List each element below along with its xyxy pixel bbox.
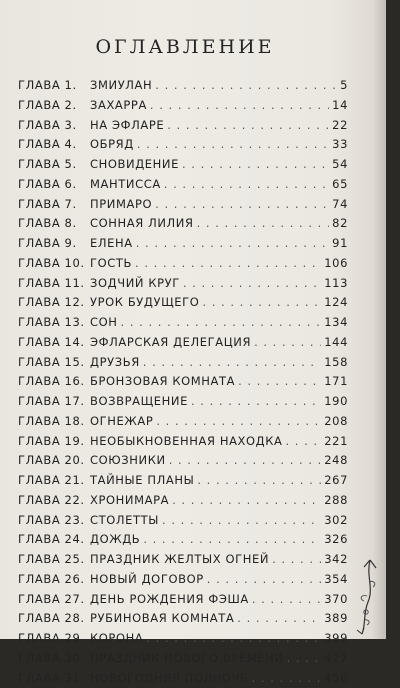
dot-leader [162,511,321,531]
dot-leader [207,570,321,590]
dot-leader [191,392,321,412]
chapter-label: ГЛАВА 21. [18,471,85,491]
chapter-label: ГЛАВА 13. [18,313,85,333]
chapter-entry [90,76,348,96]
chapter-label: ГЛАВА 15. [18,353,85,373]
chapter-label: ГЛАВА 4. [18,135,77,155]
page-number: 33 [329,135,348,155]
chapter-label: ГЛАВА 18. [18,412,85,432]
chapter-label: ГЛАВА 1. [18,76,77,96]
page-number: 267 [321,471,348,491]
chapter-entry [90,155,348,175]
chapter-label: ГЛАВА 22. [18,491,85,511]
page-number: 171 [321,372,348,392]
chapter-title: ЕЛЕНА [90,234,136,254]
chapter-title: СТОЛЕТТЫ [90,511,162,531]
page-title: ОГЛАВЛЕНИЕ [0,36,370,58]
dot-leader [183,274,321,294]
toc-row [18,274,348,294]
dot-leader [197,471,321,491]
chapter-entry [90,530,348,550]
chapter-entry [90,471,348,491]
chapter-entry [90,491,348,511]
dot-leader [150,96,329,116]
chapter-label: ГЛАВА 26. [18,570,85,590]
dot-leader [182,155,329,175]
page-number: 427 [321,649,348,669]
page-number: 5 [337,76,348,96]
toc-row [18,491,348,511]
page-number: 74 [329,195,348,215]
chapter-entry [90,432,348,452]
dot-leader [169,451,322,471]
chapter-title: НОВОГОДНЯЯ ПОЛНОЧЬ [90,669,252,688]
chapter-title: ПРИМАРО [90,195,155,215]
chapter-title: НОВЫЙ ДОГОВОР [90,570,207,590]
chapter-title: ТАЙНЫЕ ПЛАНЫ [90,471,197,491]
chapter-label: ГЛАВА 7. [18,195,77,215]
chapter-entry [90,451,348,471]
chapter-title: СОЮЗНИКИ [90,451,169,471]
chapter-entry [90,392,348,412]
chapter-title: ДЕНЬ РОЖДЕНИЯ ФЭША [90,590,252,610]
toc-row [18,214,348,234]
chapter-label: ГЛАВА 9. [18,234,77,254]
chapter-title: ХРОНИМАРА [90,491,172,511]
dot-leader [252,590,321,610]
chapter-label: ГЛАВА 29. [18,629,85,649]
page-number: 302 [321,511,348,531]
dot-leader [121,313,322,333]
chapter-title: СОН [90,313,121,333]
chapter-title: ЗОДЧИЙ КРУГ [90,274,183,294]
chapter-entry [90,550,348,570]
page-number: 342 [321,550,348,570]
chapter-title: КОРОНА [90,629,146,649]
page-number: 65 [329,175,348,195]
toc-row [18,313,348,333]
toc-row [18,116,348,136]
chapter-title: РУБИНОВАЯ КОМНАТА [90,609,237,629]
page-number: 326 [321,530,348,550]
chapter-label: ГЛАВА 2. [18,96,77,116]
toc-row [18,609,348,629]
page-number: 144 [321,333,348,353]
page-number: 288 [321,491,348,511]
chapter-entry [90,293,348,313]
dot-leader [197,214,330,234]
toc-row [18,550,348,570]
chapter-label: ГЛАВА 3. [18,116,77,136]
dot-leader [143,530,321,550]
arrow-vine-icon [350,556,380,636]
chapter-label: ГЛАВА 10. [18,254,85,274]
chapter-entry [90,234,348,254]
chapter-title: НА ЭФЛАРЕ [90,116,167,136]
chapter-title: ДРУЗЬЯ [90,353,143,373]
page-number: 208 [321,412,348,432]
chapter-entry [90,353,348,373]
chapter-label: ГЛАВА 6. [18,175,77,195]
toc-row [18,96,348,116]
dot-leader [164,175,329,195]
page-number: 54 [329,155,348,175]
dot-leader [135,254,321,274]
toc-row [18,135,348,155]
chapter-label: ГЛАВА 28. [18,609,85,629]
chapter-label: ГЛАВА 11. [18,274,85,294]
toc-row [18,412,348,432]
toc-row [18,372,348,392]
chapter-label: ГЛАВА 30. [18,649,85,669]
chapter-label: ГЛАВА 19. [18,432,85,452]
chapter-entry [90,214,348,234]
table-of-contents [18,76,348,688]
dot-leader [156,412,321,432]
toc-row [18,175,348,195]
toc-row [18,649,348,669]
page-number: 22 [329,116,348,136]
chapter-entry [90,313,348,333]
chapter-entry [90,649,348,669]
chapter-title: ДОЖДЬ [90,530,143,550]
chapter-label: ГЛАВА 31. [18,669,85,688]
dot-leader [272,550,321,570]
chapter-label: ГЛАВА 17. [18,392,85,412]
chapter-title: ЗАХАРРА [90,96,150,116]
dot-leader [167,116,329,136]
page-number: 14 [329,96,348,116]
chapter-title: СНОВИДЕНИЕ [90,155,182,175]
chapter-label: ГЛАВА 23. [18,511,85,531]
dot-leader [137,135,329,155]
chapter-entry [90,412,348,432]
chapter-title: ПРАЗДНИК НОВОГО ВРЕМЕНИ [90,649,287,669]
chapter-entry [90,570,348,590]
toc-row [18,392,348,412]
chapter-title: СОННАЯ ЛИЛИЯ [90,214,197,234]
chapter-label: ГЛАВА 14. [18,333,85,353]
page-number: 221 [321,432,348,452]
chapter-label: ГЛАВА 5. [18,155,77,175]
dot-leader [136,234,329,254]
dot-leader [237,609,321,629]
chapter-title: ОБРЯД [90,135,137,155]
dot-leader [286,432,322,452]
chapter-title: ВОЗВРАЩЕНИЕ [90,392,191,412]
chapter-entry [90,195,348,215]
page-number: 113 [321,274,348,294]
toc-row [18,451,348,471]
chapter-title: ОГНЕЖАР [90,412,156,432]
toc-row [18,293,348,313]
toc-row [18,511,348,531]
chapter-title: МАНТИССА [90,175,164,195]
chapter-entry [90,669,348,688]
page-number: 82 [329,214,348,234]
chapter-entry [90,175,348,195]
toc-row [18,76,348,96]
page-number: 91 [329,234,348,254]
chapter-title: ПРАЗДНИК ЖЕЛТЫХ ОГНЕЙ [90,550,272,570]
toc-row [18,254,348,274]
chapter-entry [90,135,348,155]
chapter-title: БРОНЗОВАЯ КОМНАТА [90,372,238,392]
chapter-entry [90,333,348,353]
dot-leader [155,76,337,96]
dot-leader [172,491,321,511]
toc-row [18,155,348,175]
chapter-title: НЕОБЫКНОВЕННАЯ НАХОДКА [90,432,286,452]
chapter-entry [90,274,348,294]
chapter-entry [90,116,348,136]
page-number: 134 [321,313,348,333]
chapter-entry [90,254,348,274]
chapter-label: ГЛАВА 24. [18,530,85,550]
chapter-label: ГЛАВА 27. [18,590,85,610]
page-number: 399 [321,629,348,649]
toc-row [18,570,348,590]
chapter-entry [90,590,348,610]
toc-row [18,590,348,610]
toc-row [18,234,348,254]
toc-row [18,333,348,353]
chapter-label: ГЛАВА 25. [18,550,85,570]
chapter-title: ГОСТЬ [90,254,135,274]
toc-row [18,432,348,452]
page-number: 389 [321,609,348,629]
chapter-entry [90,609,348,629]
chapter-label: ГЛАВА 12. [18,293,85,313]
page-number: 354 [321,570,348,590]
page-number: 158 [321,353,348,373]
toc-row [18,471,348,491]
chapter-entry [90,96,348,116]
dot-leader [252,669,322,688]
chapter-label: ГЛАВА 20. [18,451,85,471]
page-number: 370 [321,590,348,610]
toc-row [18,195,348,215]
chapter-title: ЗМИУЛАН [90,76,155,96]
page-number: 124 [321,293,348,313]
chapter-title: УРОК БУДУЩЕГО [90,293,202,313]
page-number: 450 [321,669,348,688]
toc-row [18,530,348,550]
toc-row [18,353,348,373]
toc-row [18,669,348,688]
page-number: 248 [321,451,348,471]
page-number: 190 [321,392,348,412]
dot-leader [143,353,321,373]
chapter-label: ГЛАВА 16. [18,372,85,392]
chapter-title: ЭФЛАРСКАЯ ДЕЛЕГАЦИЯ [90,333,254,353]
dot-leader [155,195,329,215]
chapter-entry [90,511,348,531]
chapter-entry [90,372,348,392]
dot-leader [202,293,321,313]
dot-leader [254,333,321,353]
chapter-label: ГЛАВА 8. [18,214,77,234]
page-number: 106 [321,254,348,274]
dot-leader [287,649,322,669]
dot-leader [238,372,321,392]
